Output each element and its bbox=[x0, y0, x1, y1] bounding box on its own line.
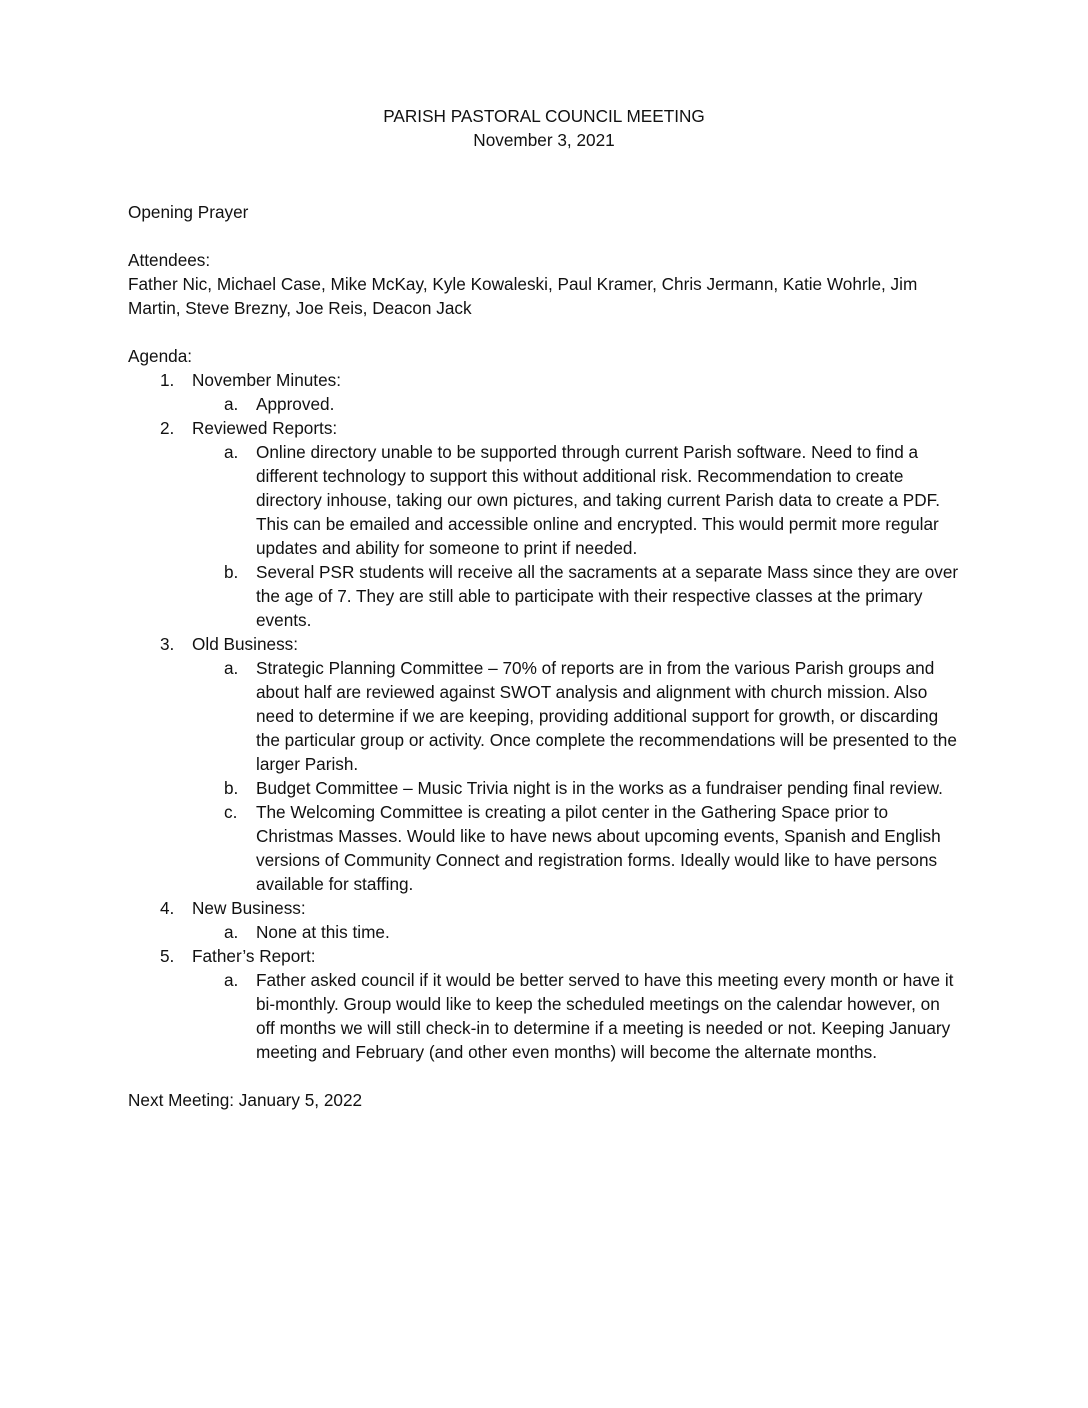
sub-item-text: Budget Committee – Music Trivia night is in the works as a fundraiser pending final review. bbox=[256, 778, 943, 798]
agenda-sub-item bbox=[128, 440, 960, 560]
sub-item-letter: a. bbox=[224, 442, 239, 462]
document-header bbox=[128, 104, 960, 152]
agenda-item bbox=[128, 944, 960, 1064]
agenda-item-title: Father’s Report: bbox=[192, 946, 316, 966]
agenda-sub-item bbox=[128, 920, 960, 944]
agenda-sub-list bbox=[192, 968, 960, 1064]
agenda-sub-item bbox=[128, 800, 960, 896]
meeting-date: November 3, 2021 bbox=[473, 130, 615, 150]
agenda-sub-list bbox=[192, 656, 960, 896]
sub-item-text: Approved. bbox=[256, 394, 335, 414]
opening-prayer: Opening Prayer bbox=[128, 202, 249, 222]
agenda-item-number: 2. bbox=[160, 418, 175, 438]
agenda-sub-item bbox=[128, 392, 960, 416]
sub-item-letter: c. bbox=[224, 802, 238, 822]
document-title: PARISH PASTORAL COUNCIL MEETING bbox=[383, 106, 705, 126]
sub-item-letter: b. bbox=[224, 562, 239, 582]
next-meeting: Next Meeting: January 5, 2022 bbox=[128, 1090, 363, 1110]
sub-item-letter: b. bbox=[224, 778, 239, 798]
agenda-sub-list bbox=[192, 392, 960, 416]
sub-item-text: Several PSR students will receive all the sacraments at a separate Mass since they are over the age of 7. They are still able to participate with their respective classes at the primary events. bbox=[256, 562, 959, 630]
sub-item-text: None at this time. bbox=[256, 922, 390, 942]
agenda-item bbox=[128, 416, 960, 632]
agenda-item-title: November Minutes: bbox=[192, 370, 342, 390]
agenda-item-number: 5. bbox=[160, 946, 175, 966]
agenda-item-title: Reviewed Reports: bbox=[192, 418, 338, 438]
sub-item-letter: a. bbox=[224, 970, 239, 990]
agenda-item bbox=[128, 896, 960, 944]
agenda-sub-item bbox=[128, 968, 960, 1064]
agenda-item-number: 4. bbox=[160, 898, 175, 918]
agenda-item-number: 1. bbox=[160, 370, 175, 390]
sub-item-letter: a. bbox=[224, 922, 239, 942]
agenda-item bbox=[128, 368, 960, 416]
agenda-item-title: Old Business: bbox=[192, 634, 299, 654]
attendees-list: Father Nic, Michael Case, Mike McKay, Kyle Kowaleski, Paul Kramer, Chris Jermann, Katie Wohrle, Jim Martin, Steve Brezny, Joe Reis, Deacon Jack bbox=[128, 274, 918, 318]
sub-item-letter: a. bbox=[224, 658, 239, 678]
agenda-sub-list bbox=[192, 440, 960, 632]
agenda-sub-item bbox=[128, 656, 960, 776]
document-body bbox=[128, 104, 960, 1112]
sub-item-letter: a. bbox=[224, 394, 239, 414]
agenda-item bbox=[128, 632, 960, 896]
agenda-item-title: New Business: bbox=[192, 898, 306, 918]
sub-item-text: Father asked council if it would be better served to have this meeting every month or have it bi-monthly. Group would like to keep the scheduled meetings on the calendar however, on off months we will still check-in to determine if a meeting is needed or not. Keeping January meeting and February (and other even months) will become the alternate months. bbox=[256, 970, 954, 1062]
agenda-sub-list bbox=[192, 920, 960, 944]
sub-item-text: The Welcoming Committee is creating a pilot center in the Gathering Space prior to Christmas Masses. Would like to have news about upcoming events, Spanish and English versions of Community Connect and registration forms. Ideally would like to have persons available for staffing. bbox=[256, 802, 941, 894]
agenda-sub-item bbox=[128, 776, 960, 800]
agenda-list bbox=[128, 368, 960, 1064]
sub-item-text: Strategic Planning Committee – 70% of reports are in from the various Parish groups and about half are reviewed against SWOT analysis and alignment with church mission. Also need to determine if we are keeping, providing additional support for growth, or discarding the particular group or activity. Once complete the recommendations will be presented to the larger Parish. bbox=[256, 658, 957, 774]
agenda-sub-item bbox=[128, 560, 960, 632]
agenda-label: Agenda: bbox=[128, 346, 193, 366]
sub-item-text: Online directory unable to be supported through current Parish software. Need to find a different technology to support this without additional risk. Recommendation to create directory inhouse, taking our own pictures, and taking current Parish data to create a PDF. This can be emailed and accessible online and encrypted. This would permit more regular updates and ability for someone to print if needed. bbox=[256, 442, 941, 558]
agenda-item-number: 3. bbox=[160, 634, 175, 654]
attendees-label: Attendees: bbox=[128, 250, 211, 270]
